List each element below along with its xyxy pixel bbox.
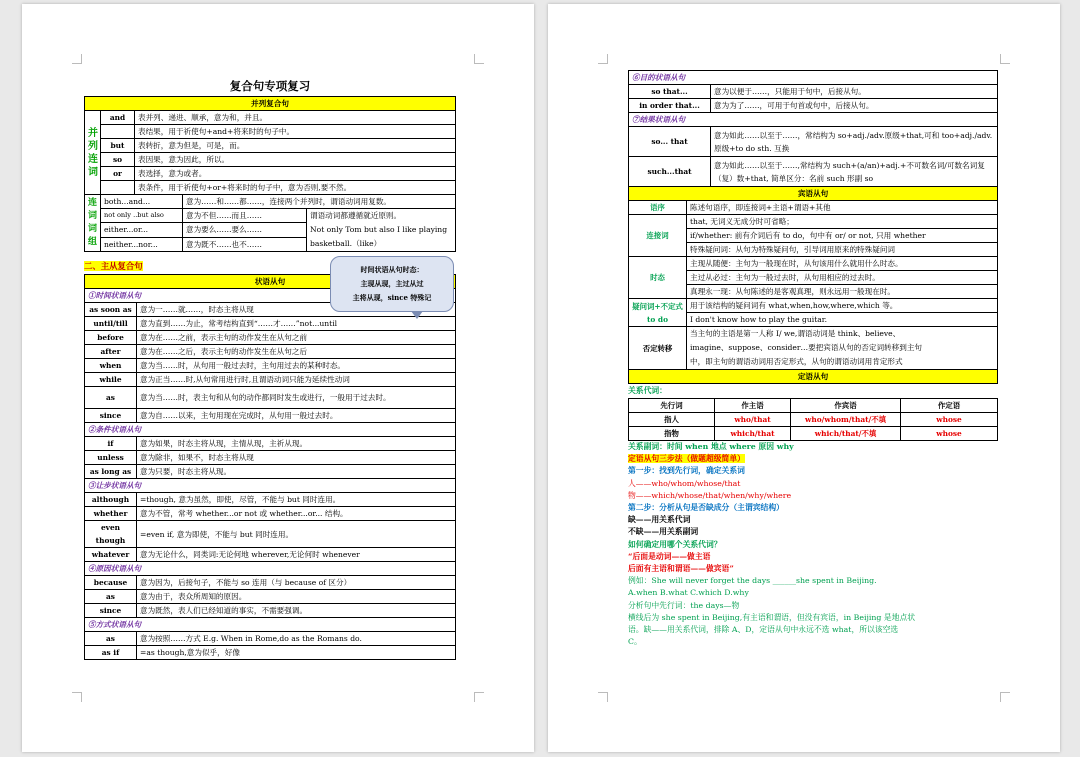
example-sentence: 例如：She will never forget the days ______she spent in Beijing. [628, 576, 877, 586]
group-note: 谓语动词都遵循就近原则。 [310, 211, 402, 220]
kw-cell: 疑问词+不定式 to do [629, 299, 687, 327]
crop-mark [72, 54, 82, 64]
def-cell: 意为如果，时态主将从现，主情从现，主祈从现。 [137, 437, 456, 451]
def-cell: 意为要么……要么…… [183, 223, 307, 237]
step-one-thing: 物——which/whose/that/when/why/where [628, 490, 792, 500]
purpose-result-table [628, 70, 998, 187]
def-line: 特殊疑问词：从句为特殊疑问句，引导词用原来的特殊疑问词 [690, 245, 896, 254]
def-line: imagine、suppose、consider…要把宾语从句的否定词转移到主句 [690, 343, 923, 352]
kw-cell: 连接词 [629, 215, 687, 257]
kw-cell: so [101, 153, 135, 167]
group-example: Not only Tom but also I like playing basketball.（like） [310, 225, 448, 248]
kw-cell: because [85, 576, 137, 590]
def-cell: 意为以便于……，只能用于句中，后接从句。 [711, 85, 998, 99]
kw-cell: while [85, 373, 137, 387]
def-cell: 意为为了……，可用于句首或句中，后接从句。 [711, 99, 998, 113]
document-page-right [548, 4, 1060, 752]
kw-cell: as [85, 590, 137, 604]
example-options: A.when B.what C.which D.why [628, 588, 749, 598]
kw-cell: either...or... [101, 223, 183, 237]
kw-cell: so that... [629, 85, 711, 99]
def-cell [687, 257, 998, 299]
def-line: if/whether: 前有介词后有 to do，句中有 or/ or not, 只用 whether [687, 229, 997, 243]
kw-cell: unless [85, 451, 137, 465]
relative-adverb-line: 关系副词：时间 when 地点 where 原因 why [628, 442, 794, 451]
kw-cell: as long as [85, 465, 137, 479]
kw-cell: as [85, 387, 137, 409]
callout-line: 时间状语从句时态： [360, 265, 424, 274]
rule-one: “后面是动词——做主语 [628, 551, 711, 561]
col-header: 作定语 [901, 399, 998, 413]
adverbial-table [84, 274, 456, 660]
kw-cell [101, 125, 135, 139]
kw-cell: when [85, 359, 137, 373]
kw-cell: whatever [85, 548, 137, 562]
def-cell: 表条件，用于祈使句+or+将来时的句子中，意为否则,要不然。 [135, 181, 456, 195]
step-one: 第一步：找到先行词，确定关系词 [628, 466, 745, 476]
def-cell: 陈述句语序，即连接词+主语+谓语+其他 [687, 201, 998, 215]
relative-pronoun-table [628, 398, 998, 441]
crop-mark [1000, 692, 1010, 702]
kw-cell [101, 181, 135, 195]
right-content [628, 70, 998, 648]
def-cell: 意为因为，后接句子，不能与 so 连用（与 because of 区分） [137, 576, 456, 590]
relative-pronoun-label: 关系代词： [628, 386, 667, 395]
def-cell [687, 327, 998, 370]
page-title: 复合句专项复习 [229, 79, 311, 93]
def-cell: 意为正当……时,从句常用进行时,且谓语动词只能为延续性动词 [137, 373, 456, 387]
kw-cell: neither...nor... [101, 237, 183, 251]
def-line: 真理永一现：从句陈述的是客观真理，则永远用一般现在时。 [690, 287, 896, 296]
kw-cell: and [101, 111, 135, 125]
manner-clause-label: ⑤方式状语从句 [85, 618, 456, 632]
kw-cell: both...and... [101, 195, 183, 209]
object-header: 宾语从句 [629, 187, 998, 201]
callout-line: 主现从现，主过从过 [360, 279, 424, 288]
table-cell: whose [901, 413, 998, 427]
adverbial-header: 状语从句 [85, 275, 456, 289]
def-cell: 意为不管，常考 whether...or not 或 whether...or... 结构。 [137, 507, 456, 521]
def-cell: 意为除非，如果不，时态主将从现 [137, 451, 456, 465]
def-cell: 表并列、递进、顺承，意为和，并且。 [135, 111, 456, 125]
def-cell: 意为由于，表众所周知的原因。 [137, 590, 456, 604]
def-line: that, 无词义无成分时可省略； [687, 215, 997, 229]
tense-callout [330, 256, 454, 312]
kw-cell: if [85, 437, 137, 451]
parallel-side-label: 并列连词 [85, 111, 101, 195]
kw-cell: since [85, 604, 137, 618]
parallel-table [84, 96, 456, 195]
col-header: 先行词 [629, 399, 715, 413]
step-two-a: 缺——用关系代词 [628, 515, 691, 525]
def-cell: 意为当……时，表主句和从句的动作都同时发生或进行，一般用于过去时。 [137, 387, 456, 409]
def-cell: =though, 意为虽然，即使，尽管，不能与 but 同时连用。 [137, 493, 456, 507]
def-cell [687, 215, 998, 257]
def-cell: =even if, 意为即使，不能与 but 同时连用。 [137, 521, 456, 548]
def-cell: =as though,意为似乎，好像 [137, 646, 456, 660]
kw-cell: so... that [629, 127, 711, 157]
explain-line: 语。缺——用关系代词，排除 A、D，定语从句中永远不选 what，所以该空选 [628, 625, 899, 635]
def-cell: 意为如此……以至于……,常结构为 such+(a/an)+adj.+不可数名词/可数名词复（复）数+that, 简单区分：名前 such 形副 so [711, 157, 998, 187]
analysis-line: 分析句中先行词：the days—物 [628, 600, 740, 610]
table-cell: whose [901, 427, 998, 441]
explain-line: 横线后为 she spent in Beijing,有主语和谓语，但没有宾语，in Beijing 是地点状 [628, 612, 916, 622]
kw-cell: 否定转移 [629, 327, 687, 370]
kw-cell: after [85, 345, 137, 359]
def-line: 主现从随便：主句为一般现在时，从句该用什么就用什么时态。 [687, 257, 997, 271]
crop-mark [474, 54, 484, 64]
kw-cell: 时态 [629, 257, 687, 299]
result-clause-label: ⑦结果状语从句 [629, 113, 998, 127]
kw-cell: in order that... [629, 99, 711, 113]
def-cell: 意为自……以来，主句用现在完成时，从句用一般过去时。 [137, 409, 456, 423]
def-cell: 意为直到……为止，常考结构直到“……才……”not...until [137, 317, 456, 331]
reason-clause-label: ④原因状语从句 [85, 562, 456, 576]
table-cell: who/whom/that/不填 [791, 413, 901, 427]
kw-cell: as if [85, 646, 137, 660]
def-line: 中，即主句的谓语动词用否定形式，从句的谓语动词用肯定形式 [690, 357, 903, 366]
kw-cell: as [85, 632, 137, 646]
time-clause-label: ①时间状语从句 [85, 289, 456, 303]
def-line: I don't know how to play the guitar. [690, 315, 828, 324]
conjunction-group-table [84, 194, 456, 252]
def-cell: 意为当……时，从句用一般过去时，主句用过去的某种时态。 [137, 359, 456, 373]
callout-line: 主将从现，since 特殊记 [352, 293, 432, 302]
section-subtitle: 二、主从复合句 [84, 261, 143, 271]
def-line: 当主句的主语是第一人称 I/ we,谓语动词是 think、believe、 [690, 329, 901, 338]
kw-cell: 语序 [629, 201, 687, 215]
parallel-header: 并列复合句 [85, 97, 456, 111]
attributive-header: 定语从句 [629, 370, 998, 384]
kw-cell: even though [85, 521, 137, 548]
col-header: 作宾语 [791, 399, 901, 413]
kw-cell: not only ..but also [101, 209, 183, 223]
rule-two: 后面有主语和谓语——做宾语” [628, 564, 734, 574]
crop-mark [598, 692, 608, 702]
condition-clause-label: ②条件状语从句 [85, 423, 456, 437]
def-cell [687, 299, 998, 327]
kw-cell: but [101, 139, 135, 153]
document-page-left [22, 4, 534, 752]
explain-line: C。 [628, 637, 642, 647]
three-steps-title: 定语从句三步法（做题超级简单） [628, 454, 745, 464]
def-cell: 意为只要，时态主将从现。 [137, 465, 456, 479]
object-clause-table [628, 186, 998, 384]
purpose-clause-label: ⑥目的状语从句 [629, 71, 998, 85]
crop-mark [72, 692, 82, 702]
def-line: 主过从必过：主句为一般过去时，从句用相应的过去时。 [687, 271, 997, 285]
left-content [84, 76, 456, 660]
def-cell: 意为既不……也不…… [183, 237, 307, 251]
def-line: 用于该结构的疑问词有 what,when,how,where,which 等。 [687, 299, 997, 313]
crop-mark [598, 54, 608, 64]
step-two-b: 不缺——用关系副词 [628, 527, 699, 537]
def-cell: 表因果，意为因此，所以。 [135, 153, 456, 167]
kw-cell: such...that [629, 157, 711, 187]
group-side-label: 连词词组 [85, 195, 101, 252]
def-cell: 表转折，意为但是，可是，而。 [135, 139, 456, 153]
kw-cell: as soon as [85, 303, 137, 317]
def-cell: 意为在……之后，表示主句的动作发生在从句之后 [137, 345, 456, 359]
kw-cell: although [85, 493, 137, 507]
def-cell: 表结果，用于祈使句+and+将来时的句子中。 [135, 125, 456, 139]
group-note-cell [307, 209, 456, 252]
def-cell: 意为一……就……，时态主将从现 [137, 303, 456, 317]
table-cell: which/that [715, 427, 791, 441]
crop-mark [1000, 54, 1010, 64]
def-cell: 意为在……之前，表示主句的动作发生在从句之前 [137, 331, 456, 345]
def-cell: 意为不但……而且…… [183, 209, 307, 223]
def-cell: 意为既然，表人们已经知道的事实，不需要强调。 [137, 604, 456, 618]
def-cell: 意为……和……都……，连接两个并列时，谓语动词用复数。 [183, 195, 456, 209]
def-cell: 表选择，意为或者。 [135, 167, 456, 181]
table-cell: 指人 [629, 413, 715, 427]
def-cell: 意为如此……以至于……，常结构为 so+adj./adv.原级+that,可和 too+adj./adv.原级+to do sth. 互换 [711, 127, 998, 157]
how-to-choose: 如何确定用哪个关系代词？ [628, 539, 722, 549]
kw-cell: until/till [85, 317, 137, 331]
kw-cell: whether [85, 507, 137, 521]
kw-cell: since [85, 409, 137, 423]
step-one-person: 人——who/whom/whose/that [628, 478, 741, 488]
col-header: 作主语 [715, 399, 791, 413]
crop-mark [474, 692, 484, 702]
def-cell: 意为按照……方式 E.g. When in Rome,do as the Romans do. [137, 632, 456, 646]
kw-cell: or [101, 167, 135, 181]
table-cell: 指物 [629, 427, 715, 441]
kw-cell: before [85, 331, 137, 345]
table-cell: who/that [715, 413, 791, 427]
table-cell: which/that/不填 [791, 427, 901, 441]
def-cell: 意为无论什么，同类词:无论何地 wherever,无论何时 whenever [137, 548, 456, 562]
concession-clause-label: ③让步状语从句 [85, 479, 456, 493]
step-two: 第二步：分析从句是否缺成分（主谓宾结构） [628, 503, 784, 513]
